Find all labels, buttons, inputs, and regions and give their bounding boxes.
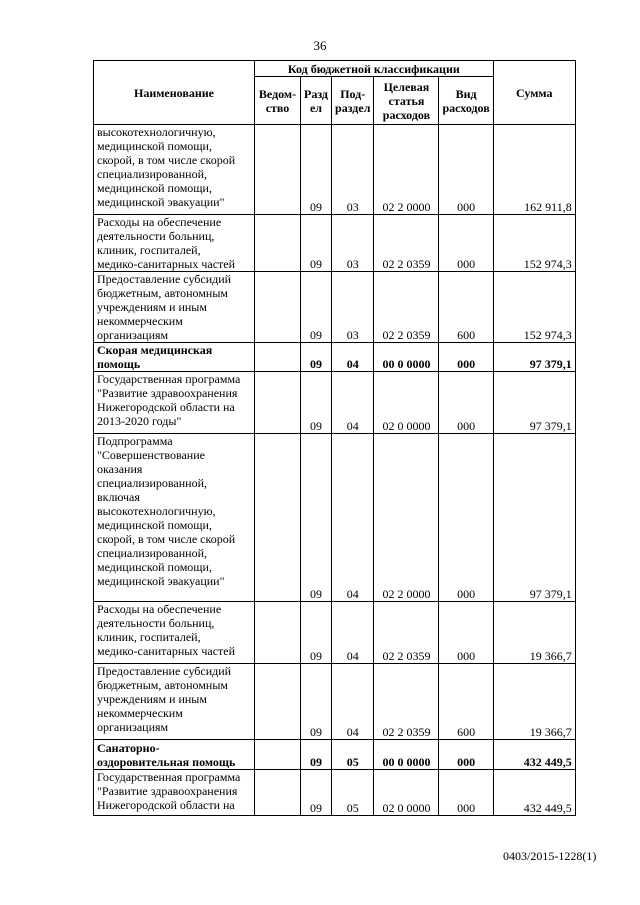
row-expense-type: 000 xyxy=(439,770,493,816)
row-section: 09 xyxy=(301,372,332,434)
table-row xyxy=(94,343,576,372)
table-row xyxy=(94,125,576,215)
row-department xyxy=(255,602,301,664)
row-subsection: 04 xyxy=(332,434,374,602)
row-expense-type: 600 xyxy=(439,272,493,343)
table-row xyxy=(94,664,576,740)
row-sum: 152 974,3 xyxy=(493,215,575,272)
row-department xyxy=(255,770,301,816)
header-expense-type: Вид расходов xyxy=(439,77,493,125)
row-name: Предоставление субсидий бюджетным, автономным учреждениям и иным некоммерческим организациям xyxy=(94,272,255,343)
row-subsection: 04 xyxy=(332,602,374,664)
row-section: 09 xyxy=(301,770,332,816)
table-row xyxy=(94,602,576,664)
header-department: Ведом- ство xyxy=(255,77,301,125)
table-row xyxy=(94,372,576,434)
row-target-article: 02 0 0000 xyxy=(374,770,439,816)
row-department xyxy=(255,215,301,272)
row-section: 09 xyxy=(301,434,332,602)
table-row xyxy=(94,740,576,770)
row-department xyxy=(255,434,301,602)
row-name: Санаторно- оздоровительная помощь xyxy=(94,740,255,770)
document-code: 0403/2015-1228(1) xyxy=(503,849,597,863)
row-subsection: 03 xyxy=(332,272,374,343)
table-row xyxy=(94,272,576,343)
row-expense-type: 000 xyxy=(439,372,493,434)
row-section: 09 xyxy=(301,740,332,770)
row-department xyxy=(255,372,301,434)
header-section: Разд ел xyxy=(301,77,332,125)
row-target-article: 02 2 0359 xyxy=(374,272,439,343)
row-sum: 432 449,5 xyxy=(493,770,575,816)
row-subsection: 04 xyxy=(332,343,374,372)
row-sum: 19 366,7 xyxy=(493,664,575,740)
row-sum: 97 379,1 xyxy=(493,343,575,372)
row-sum: 97 379,1 xyxy=(493,372,575,434)
row-expense-type: 000 xyxy=(439,215,493,272)
row-sum: 152 974,3 xyxy=(493,272,575,343)
row-sum: 19 366,7 xyxy=(493,602,575,664)
header-target-article: Целевая статья расходов xyxy=(374,77,439,125)
row-name: Государственная программа "Развитие здравоохранения Нижегородской области на 2013-2020 годы" xyxy=(94,372,255,434)
row-name: Предоставление субсидий бюджетным, автономным учреждениям и иным некоммерческим организациям xyxy=(94,664,255,740)
row-subsection: 05 xyxy=(332,770,374,816)
table-row xyxy=(94,770,576,816)
row-target-article: 00 0 0000 xyxy=(374,343,439,372)
row-department xyxy=(255,125,301,215)
row-department xyxy=(255,740,301,770)
row-section: 09 xyxy=(301,664,332,740)
row-expense-type: 600 xyxy=(439,664,493,740)
row-name: Государственная программа "Развитие здравоохранения Нижегородской области на xyxy=(94,770,255,816)
row-subsection: 03 xyxy=(332,215,374,272)
page-number: 36 xyxy=(313,38,327,53)
header-budget-classification: Код бюджетной классификации xyxy=(255,61,494,77)
row-department xyxy=(255,664,301,740)
row-subsection: 03 xyxy=(332,125,374,215)
row-expense-type: 000 xyxy=(439,740,493,770)
table-row xyxy=(94,434,576,602)
row-expense-type: 000 xyxy=(439,602,493,664)
row-expense-type: 000 xyxy=(439,125,493,215)
row-target-article: 02 2 0359 xyxy=(374,215,439,272)
row-section: 09 xyxy=(301,125,332,215)
row-subsection: 05 xyxy=(332,740,374,770)
row-name: Подпрограмма "Совершенствование оказания специализированной, включая высокотехнологичную, медицинской помощи, скорой, в том числе скорой специализированной, медицинской помощи, медицинской эвакуации" xyxy=(94,434,255,602)
row-name: высокотехнологичную, медицинской помощи, скорой, в том числе скорой специализированной, медицинской помощи, медицинской эвакуации" xyxy=(94,125,255,215)
row-section: 09 xyxy=(301,602,332,664)
row-target-article: 02 2 0000 xyxy=(374,125,439,215)
row-target-article: 02 2 0359 xyxy=(374,602,439,664)
row-department xyxy=(255,343,301,372)
row-name: Скорая медицинская помощь xyxy=(94,343,255,372)
row-target-article: 00 0 0000 xyxy=(374,740,439,770)
row-section: 09 xyxy=(301,272,332,343)
table-row xyxy=(94,215,576,272)
header-name: Наименование xyxy=(94,61,255,125)
row-department xyxy=(255,272,301,343)
row-target-article: 02 0 0000 xyxy=(374,372,439,434)
budget-table xyxy=(93,60,576,816)
row-name: Расходы на обеспечение деятельности больниц, клиник, госпиталей, медико-санитарных частей xyxy=(94,602,255,664)
header-sum: Сумма xyxy=(493,61,575,125)
row-subsection: 04 xyxy=(332,372,374,434)
row-expense-type: 000 xyxy=(439,434,493,602)
row-expense-type: 000 xyxy=(439,343,493,372)
row-subsection: 04 xyxy=(332,664,374,740)
row-sum: 432 449,5 xyxy=(493,740,575,770)
row-sum: 97 379,1 xyxy=(493,434,575,602)
row-section: 09 xyxy=(301,343,332,372)
row-target-article: 02 2 0000 xyxy=(374,434,439,602)
row-sum: 162 911,8 xyxy=(493,125,575,215)
row-name: Расходы на обеспечение деятельности больниц, клиник, госпиталей, медико-санитарных частей xyxy=(94,215,255,272)
row-target-article: 02 2 0359 xyxy=(374,664,439,740)
row-section: 09 xyxy=(301,215,332,272)
header-subsection: Под- раздел xyxy=(332,77,374,125)
